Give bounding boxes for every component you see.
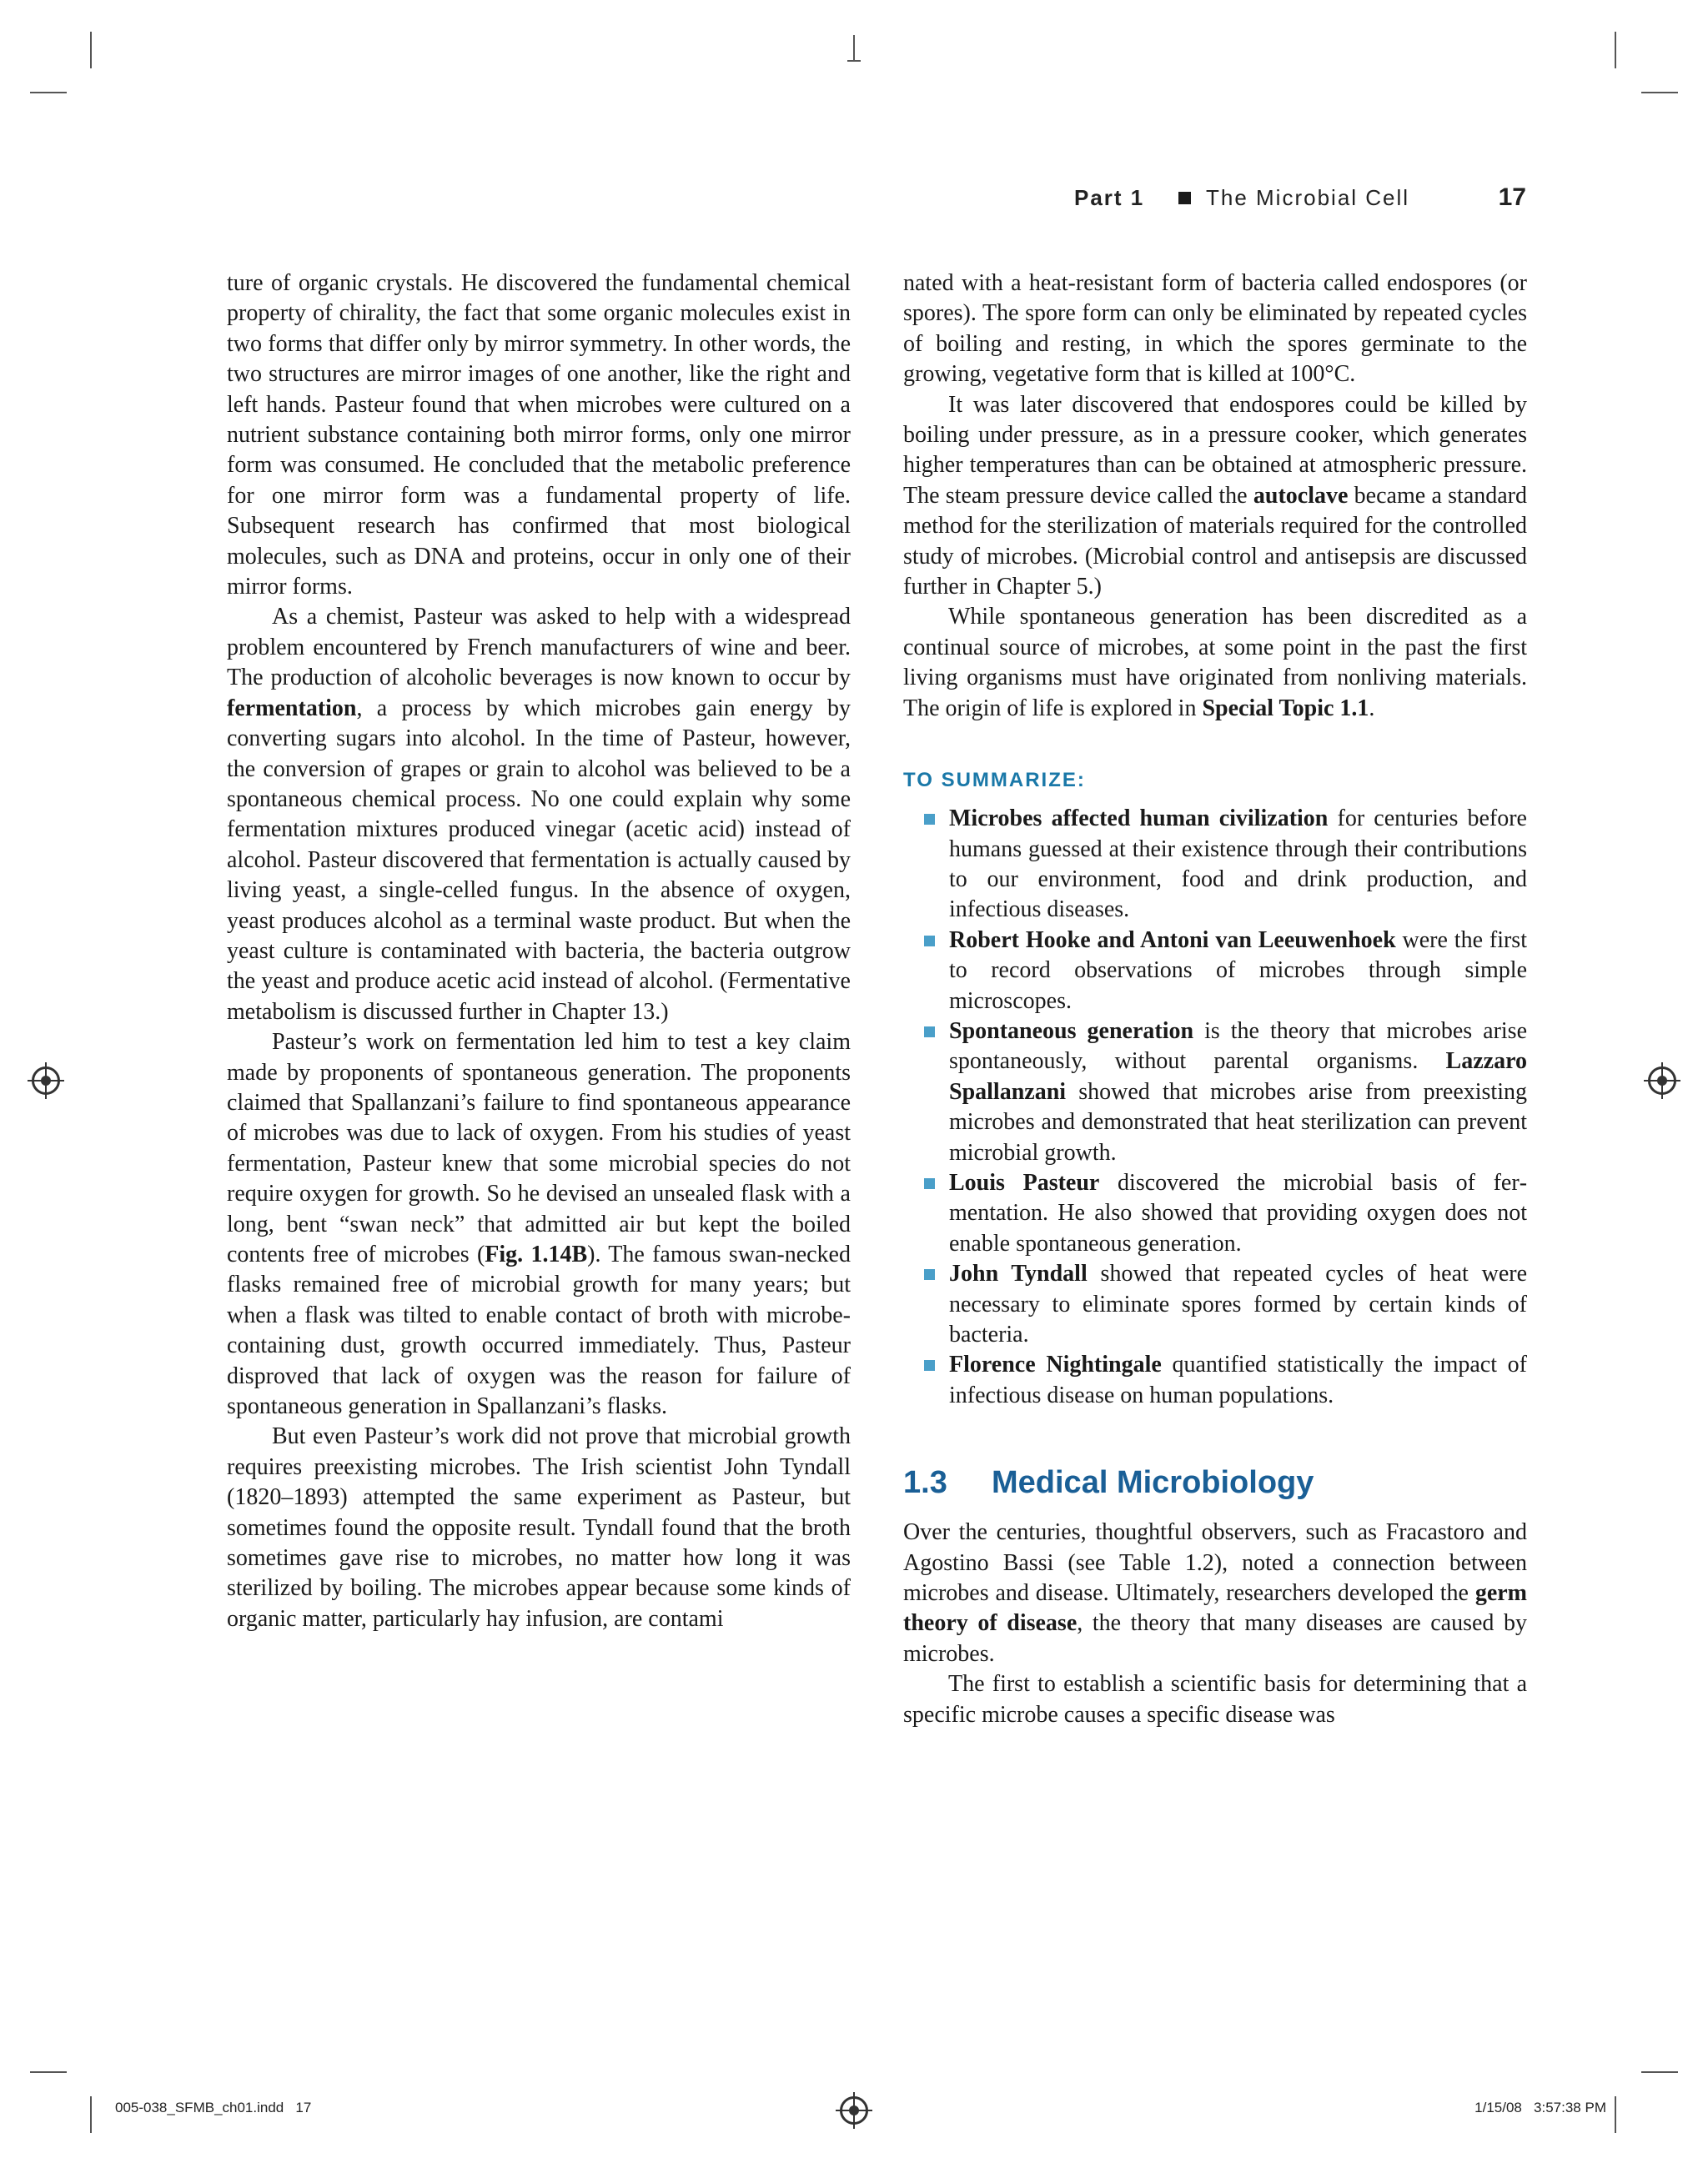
square-bullet-icon [924, 1269, 935, 1280]
registration-mark-icon [840, 2096, 868, 2125]
figure-reference: Fig. 1.14B [485, 1242, 588, 1267]
paragraph: ture of organic crystals. He discovered the fundamental chemical property of chirality, the fact that some organic molecules exist in two forms that differ only by mirror symmetry. In other words, the two structures are mirror images of one another, like the right and left hands. Pasteur found that when microbes were cultured on a nutrient substance containing both mirror forms, only one mirror form was consumed. He concluded that the metabolic preference for one mirror form was a fundamental property of life. Subsequent research has confirmed that most biological molecules, such as DNA and proteins, occur in only one of their mirror forms. [227, 270, 851, 600]
crop-mark [30, 92, 67, 93]
square-bullet-icon [924, 1026, 935, 1037]
running-head-title: The Microbial Cell [1206, 185, 1410, 210]
summary-item: Spontaneous generation is the theory that microbes arise spontaneously, without parental organisms. Lazzaro Spallanzani showed that microbes arise from preexisting microbes and demonstrated that heat sterilization can prevent microbial growth. [903, 1016, 1527, 1168]
paragraph: The first to establish a scientific basis for determining that a specific microbe causes a specific disease was [903, 1671, 1527, 1728]
running-head [901, 182, 1526, 215]
square-bullet-icon [924, 1178, 935, 1189]
page-number: 17 [1498, 183, 1526, 211]
square-bullet-icon [924, 1360, 935, 1371]
crop-mark [1641, 2071, 1678, 2073]
paragraph: It was later discovered that endospores could be killed by boiling under pressure, as in a pressure cooker, which generates higher temperatures than can be obtained at atmospheric pressure. The steam pressure device called the autoclave became a standard method for the sterilization of materials required for the controlled study of microbes. (Microbial control and antisepsis are discussed further in Chapter 5.) [903, 391, 1527, 600]
crop-mark [853, 35, 855, 60]
paragraph: While spontaneous generation has been discredited as a continual source of microbes, at some point in the past the first living organisms must have originated from nonliving materials. The origin of life is explored in Special Topic 1.1. [903, 604, 1527, 721]
section-title: Medical Microbiology [992, 1465, 1314, 1501]
summary-item: Louis Pasteur discovered the microbial basis of fermentation. He also showed that providing oxygen does not enable spontaneous generation. [903, 1168, 1527, 1259]
registration-mark-icon [32, 1066, 60, 1095]
section-heading [903, 1464, 1527, 1501]
square-bullet-icon [1178, 192, 1191, 204]
key-term: fermentation [227, 695, 357, 721]
paragraph: But even Pasteur’s work did not prove that microbial growth requires preexisting microbes. The Irish scientist John Tyndall (1820–1893) attempted the same experiment as Pasteur, but sometimes found the opposite result. Tyndall found that the broth sometimes gave rise to microbes, no matter how long it was sterilized by boiling. The microbes appear because some kinds of organic matter, particularly hay infusion, are contami [227, 1423, 851, 1632]
running-head-part: Part 1 [1074, 185, 1145, 210]
left-column [227, 268, 851, 1634]
square-bullet-icon [924, 814, 935, 825]
paragraph: As a chemist, Pasteur was asked to help with a widespread problem encountered by French manufacturers of wine and beer. The production of alcoholic beverages is now known to occur by fermentation, a process by which microbes gain energy by converting sugars into alcohol. In the time of Pasteur, however, the conversion of grapes or grain to alcohol was believed to be a spontaneous chemical process. No one could explain why some fermentation mixtures produced vinegar (acetic acid) instead of alcohol. Pasteur discovered that fermentation is actually caused by living yeast, a single-celled fungus. In the absence of oxygen, yeast produces alcohol as a terminal waste product. But when the yeast culture is contaminated with bacteria, the bacteria outgrow the yeast and produce acetic acid instead of alcohol. (Fermentative metabolism is discussed further in Chapter 13.) [227, 604, 851, 1025]
crop-mark [847, 60, 861, 62]
square-bullet-icon [924, 936, 935, 946]
crop-mark [1615, 2096, 1616, 2133]
paragraph: nated with a heat-resistant form of bacteria called endospores (or spores). The spore form can only be eliminated by repeated cycles of boiling and resting, in which the spores germinate to the growing, vegetative form that is killed at 100°C. [903, 270, 1527, 388]
registration-mark-icon [1648, 1066, 1676, 1095]
crop-mark [90, 2096, 92, 2133]
footer-file-slug: 005-038_SFMB_ch01.indd 17 [115, 2100, 312, 2115]
key-term: germ theory of disease [903, 1580, 1527, 1637]
summary-item: Microbes affected human civilization for centuries before humans guessed at their existence through their contributions to our environment, food and drink production, and infectious diseases. [903, 804, 1527, 926]
special-topic-reference: Special Topic 1.1 [1202, 695, 1369, 721]
crop-mark [30, 2071, 67, 2073]
paragraph: Over the centuries, thoughtful observers, such as Fracastoro and Agostino Bassi (see Table 1.2), noted a connection between microbes and disease. Ultimately, researchers developed the germ theory of disease, the theory that many diseases are caused by microbes. [903, 1519, 1528, 1667]
section-number: 1.3 [903, 1465, 947, 1501]
summary-list [903, 804, 1527, 1411]
summary-item: Florence Nightingale quantified statistically the impact of infectious disease on human populations. [903, 1350, 1527, 1411]
crop-mark [1615, 32, 1616, 68]
right-column [903, 268, 1527, 1730]
summary-item: Robert Hooke and Antoni van Leeuwenhoek were the first to record observations of microbes through simple microscopes. [903, 926, 1527, 1016]
paragraph: Pasteur’s work on fermentation led him to test a key claim made by proponents of spontaneous generation. The proponents claimed that Spallanzani’s failure to find spontaneous appearance of microbes was due to lack of oxygen. From his studies of yeast fermentation, Pasteur knew that some microbial species do not require oxygen for growth. So he devised an unsealed flask with a long, bent “swan neck” that admitted air but kept the boiled contents free of microbes (Fig. 1.14B). The famous swan-necked flasks remained free of microbial growth for many years; but when a flask was tilted to enable contact of broth with microbe-containing dust, growth occurred immediately. Thus, Pasteur disproved that lack of oxygen was the reason for failure of spontaneous generation in Spallanzani’s flasks. [227, 1029, 851, 1420]
crop-mark [1641, 92, 1678, 93]
summary-item: John Tyndall showed that repeated cycles of heat were necessary to eliminate spores formed by certain kinds of bacteria. [903, 1259, 1527, 1350]
key-term: autoclave [1253, 482, 1349, 509]
summary-heading: TO SUMMARIZE: [903, 769, 1086, 792]
crop-mark [90, 32, 92, 68]
footer-timestamp: 1/15/08 3:57:38 PM [1474, 2100, 1606, 2115]
